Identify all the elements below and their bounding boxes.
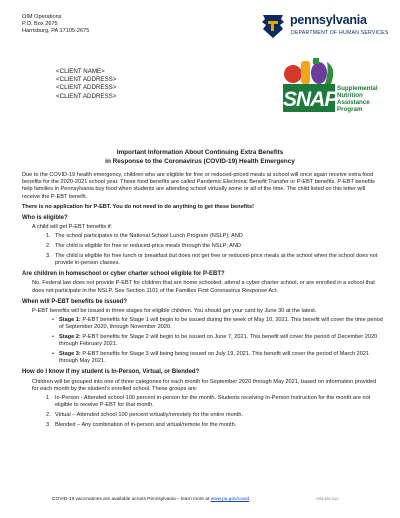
keystone-logo-icon	[260, 13, 286, 39]
list-number: 2.	[46, 243, 51, 250]
sender-line: P.O. Box 2675	[22, 21, 58, 27]
stage-text: P-EBT benefits for Stage 3 will being being issued on July 19, 2021. This benefit will cover the period of March 2021 through May 2021.	[59, 351, 370, 365]
list-text: Blended – Any combination of in-person and virtual/remote for the month.	[55, 421, 237, 428]
agency-dept: DEPARTMENT OF HUMAN SERVICES	[291, 30, 389, 36]
list-number: 2.	[46, 411, 51, 418]
list-number: 1.	[46, 395, 51, 402]
list-number: 3.	[46, 252, 51, 259]
heading-line: Important Information About Continuing Extra Benefits	[116, 149, 284, 156]
list-text: Virtual – Attended school 100 percent virtually/remotely for the entire month.	[55, 411, 244, 418]
sender-line: Harrisburg, PA 17105-2675	[22, 28, 90, 34]
list-text: The school participates in the National School Lunch Program (NSLP); AND	[55, 233, 243, 240]
client-line: <CLIENT NAME>	[56, 68, 105, 75]
snap-sub-line: Program	[337, 106, 363, 113]
sender-address	[22, 14, 89, 35]
mode-lead: Children will be grouped into one of three categories for each month for September 2020 through May 2021, based on information provided for each month by the student's enrolled school. These groups are:	[32, 378, 377, 392]
sender-line: OIM Operations	[22, 14, 62, 20]
snap-sub-line: Nutrition	[337, 92, 363, 99]
homeschool-answer: No. Federal law does not provide P-EBT for children that are home schooled, attend a cyber charter school, or are enrolled in a school that does not participate in the NSLP. See Section 1101 of the Families First Coronavirus Response Act.	[32, 280, 375, 294]
issued-question: When will P-EBT benefits be issued?	[22, 298, 128, 305]
stage-text: P-EBT benefits for Stage 2 will begin to be issued on June 7, 2021. This benefit will cover the period of December 2020 through February 2021.	[59, 334, 378, 348]
bullet-icon: •	[52, 317, 54, 324]
stage-text: P-EBT benefits for Stage 1 will begin to be issued during the week of May 10, 2021. This benefit will cover the time period of September 2020, through November 2020.	[59, 317, 383, 331]
list-text: In-Person - Attended school 100 percent in-person for the month. Students receiving In-Person Instruction for the month are not eligible to receive P-EBT for that month.	[55, 395, 371, 409]
snap-sub-line: Supplemental	[337, 85, 378, 92]
bullet-icon: •	[52, 334, 54, 341]
agency-name: pennsylvania	[290, 13, 367, 27]
mode-question: How do I know if my student is In-Person, Virtual, or Blended?	[22, 369, 200, 376]
heading-line: in Response to the Coronavirus (COVID-19) Health Emergency	[105, 157, 295, 165]
list-text: The child is eligible for free or reduced-price meals through the NSLP; AND	[55, 243, 241, 250]
footer-text: COVID-19 vaccinations are available across Pennsylvania – learn more at	[52, 497, 211, 502]
list-item	[52, 334, 384, 348]
client-address	[56, 68, 116, 101]
list-item	[46, 395, 384, 409]
stage-label: Stage 3:	[59, 351, 81, 358]
bullet-icon: •	[52, 351, 54, 358]
eligible-question: Who is eligible?	[22, 215, 68, 222]
mode-list	[22, 395, 384, 429]
issued-lead: P-EBT benefits will be issued in three stages for eligible children. You should get your card by June 30 at the latest.	[32, 308, 317, 315]
letter-heading	[0, 149, 400, 166]
list-item	[46, 412, 384, 419]
covid-link[interactable]: www.pa.gov/covid	[210, 497, 250, 502]
client-line: <CLIENT ADDRESS>	[56, 76, 117, 84]
eligible-list	[22, 233, 384, 267]
stage-list	[22, 317, 384, 365]
client-line: <CLIENT ADDRESS>	[56, 84, 117, 92]
eligible-lead: A child will get P-EBT benefits if:	[32, 224, 113, 231]
intro-paragraph: Due to the COVID-19 health emergency, children who are eligible for free or reduced-priced meals at school will once again receive extra food benefits for the 2020-2021 school year. These food benefits are called Pandemic Electronic Benefit Transfer or P-EBT benefits. P-EBT benefits help families in Pennsylvania buy food when students are attending school virtually some or all of the time. The child listed on this letter will receive the P-EBT benefit.	[22, 172, 375, 200]
list-item	[46, 243, 384, 250]
list-item	[52, 351, 384, 365]
letter-body	[22, 172, 384, 431]
list-item	[46, 233, 384, 240]
form-code: OIM 559 4/21	[316, 497, 340, 501]
snap-wordmark: SNAP	[283, 88, 338, 111]
stage-label: Stage 2:	[59, 334, 81, 341]
list-item	[46, 253, 384, 267]
snap-subtitle	[337, 85, 378, 113]
list-text: The child is eligible for free lunch or breakfast but does not get free or reduced-price meals at the school when the school does not provide in-person classes.	[55, 252, 378, 267]
snap-sub-line: Assistance	[337, 99, 370, 106]
stage-label: Stage 1:	[59, 317, 81, 324]
list-number: 3.	[46, 421, 51, 428]
no-application-notice: There is no application for P-EBT. You do not need to do anything to get these benefits!	[22, 203, 254, 210]
homeschool-question: Are children in homeschool or cyber charter school eligible for P-EBT?	[22, 271, 225, 278]
footer-note	[52, 497, 249, 502]
client-line: <CLIENT ADDRESS>	[56, 92, 117, 100]
list-item	[52, 317, 384, 331]
list-number: 1.	[46, 233, 51, 240]
list-item	[46, 422, 384, 429]
